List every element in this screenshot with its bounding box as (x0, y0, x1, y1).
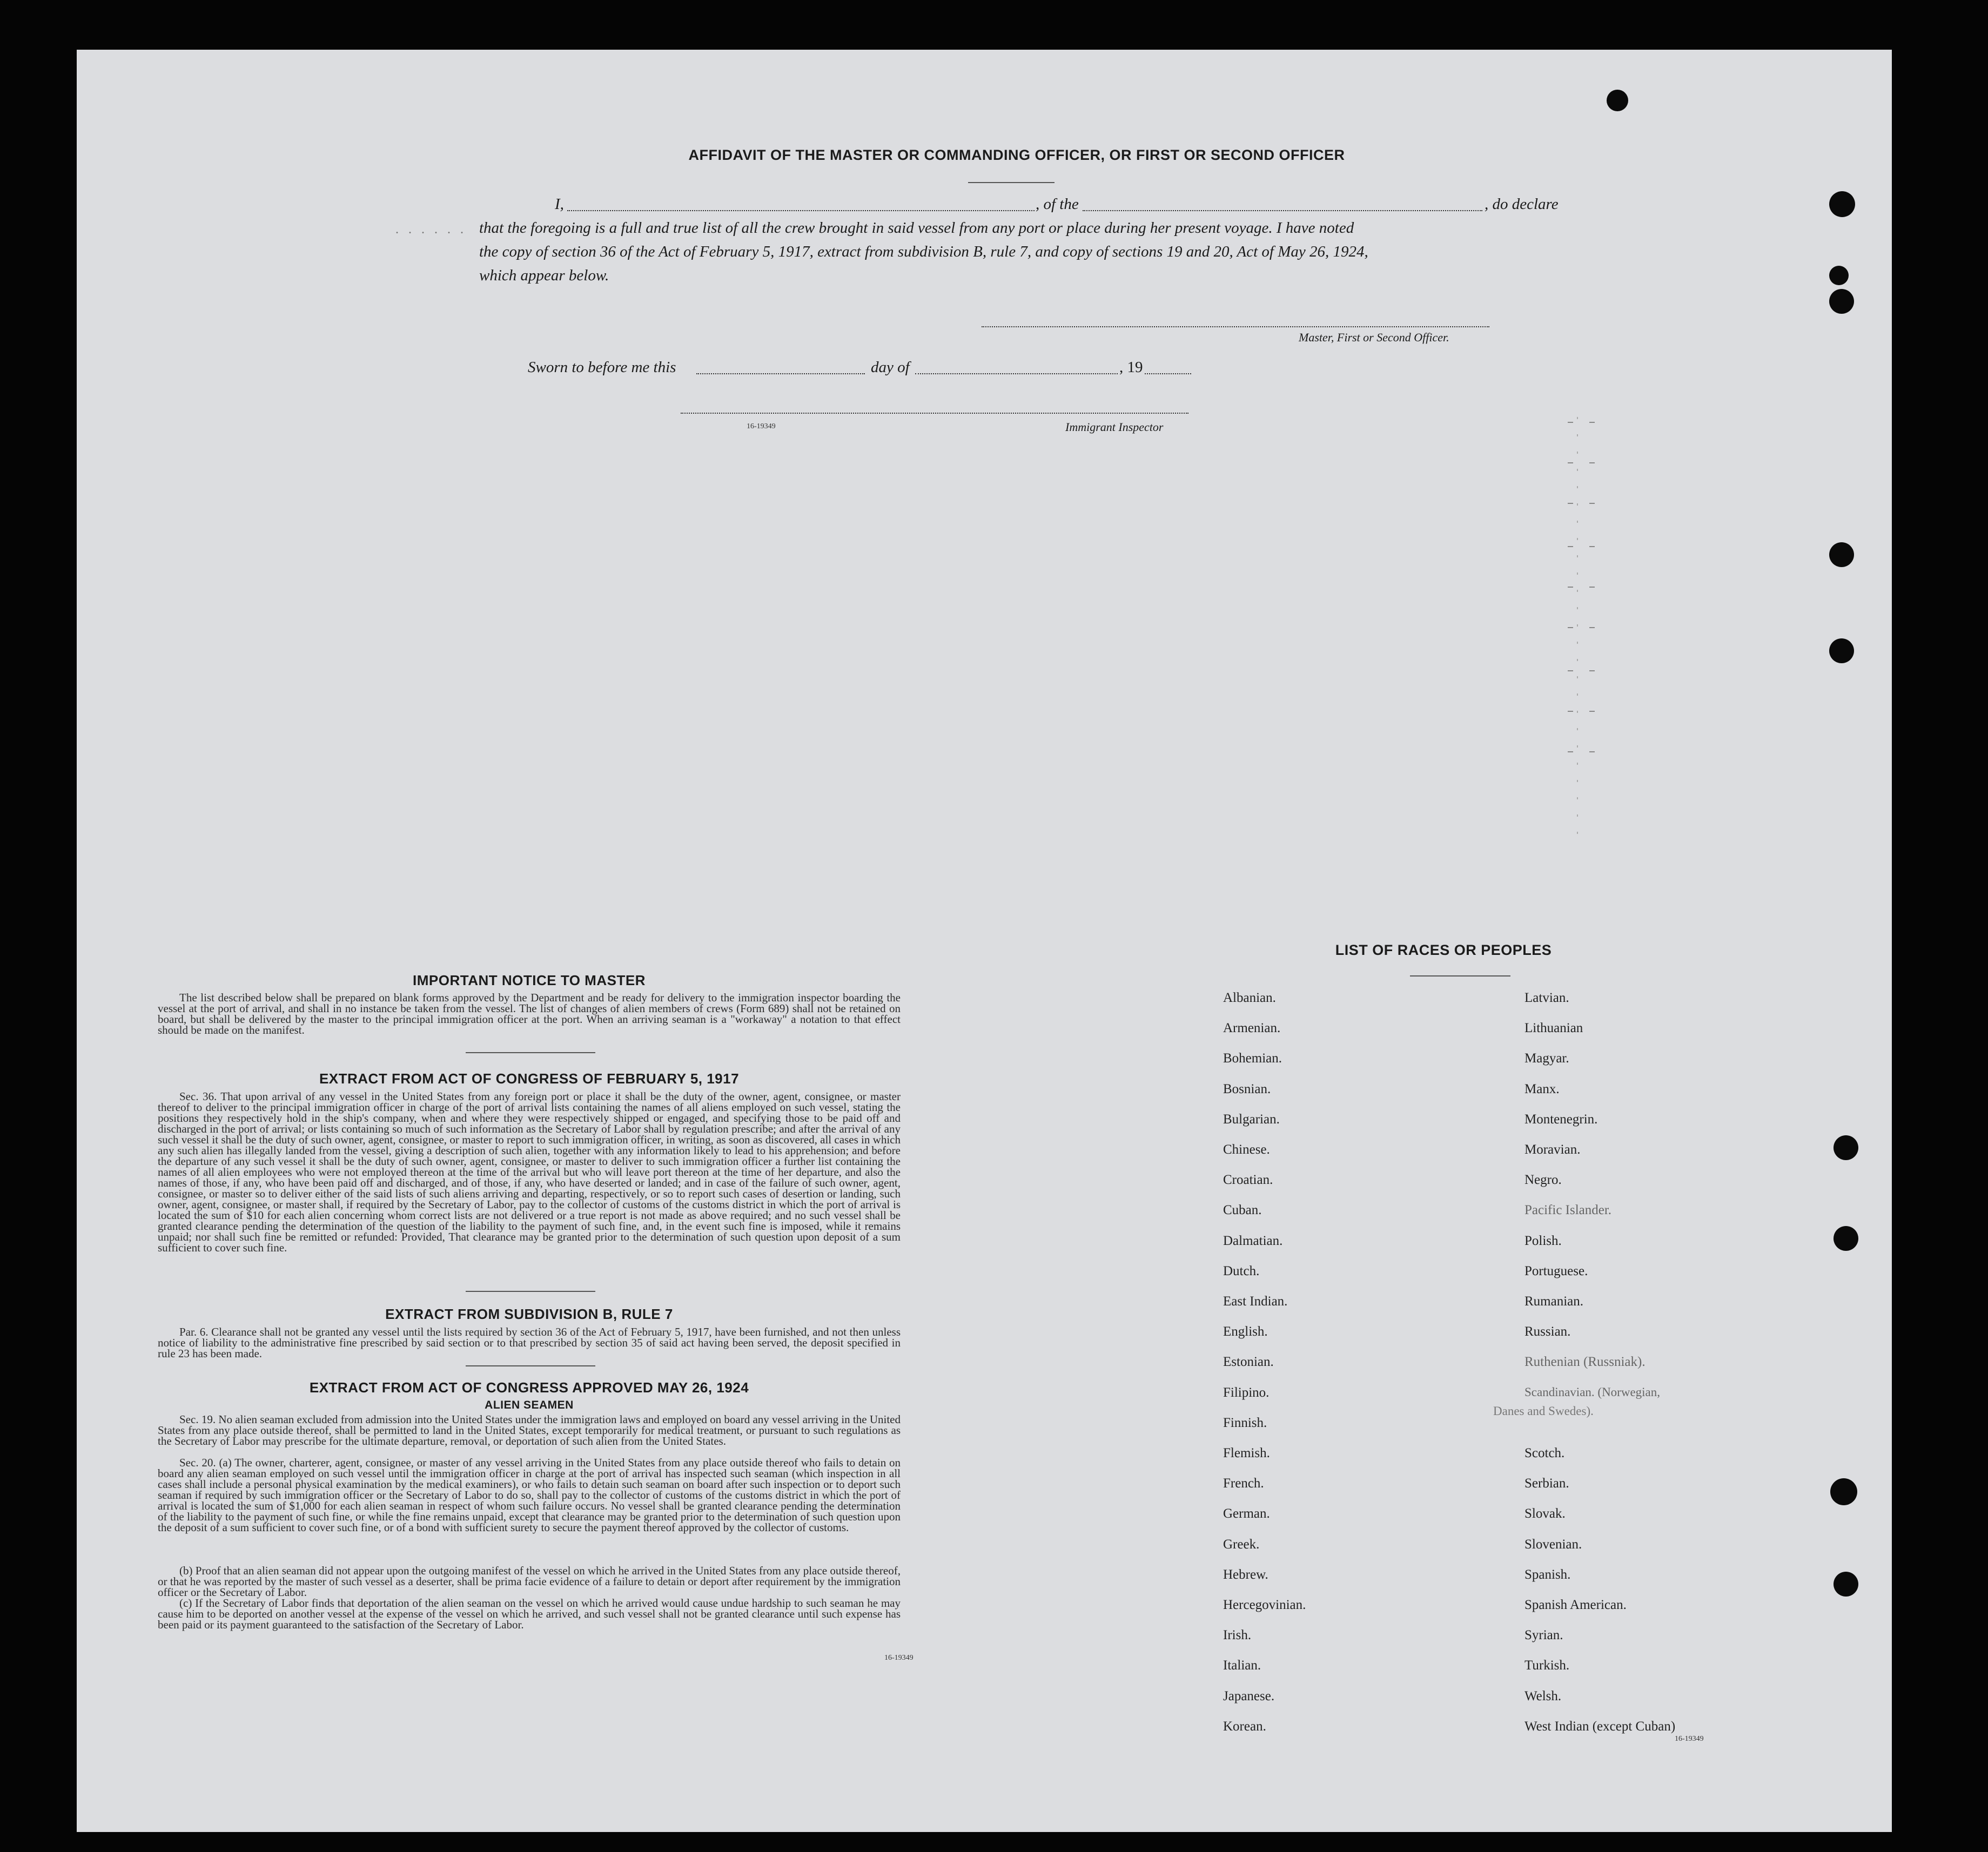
punch-hole (1607, 90, 1628, 111)
race-item: Cuban. (1223, 1203, 1262, 1218)
race-item: Bohemian. (1223, 1051, 1282, 1066)
punch-hole (1829, 638, 1854, 663)
race-item: Dalmatian. (1223, 1233, 1283, 1248)
day-of-text: day of (871, 359, 910, 376)
race-item: Spanish. (1524, 1567, 1571, 1582)
sec-20c-body: (c) If the Secretary of Labor finds that deportation of the alien seaman on the vessel on which he arrived would cause undue hardship to such seaman he may cause him to be deported on another vessel at the expense of the vessel on which he arrived, and such vessel shall not be granted clearance until such expense has been paid or its payment guaranteed to the satisfaction of the Secretary of Labor. (158, 1597, 901, 1631)
race-item: Welsh. (1524, 1688, 1562, 1703)
sworn-day-blank[interactable] (696, 373, 865, 374)
race-item: Latvian. (1524, 991, 1569, 1005)
divider (466, 1291, 595, 1292)
race-item: Japanese. (1223, 1688, 1275, 1703)
race-item: Hercegovinian. (1223, 1598, 1306, 1612)
race-item: Moravian. (1524, 1142, 1581, 1157)
sec-20a-body: Sec. 20. (a) The owner, charterer, agent, consignee, or master of any vessel arriving in the United States from any place outside thereof who fails to detain on board any alien seaman employed on such vessel until the immigration officer in charge at the port of arrival has inspected such seaman (which inspection in all cases shall include a personal physical examination by the medical examiners), or who fails to detain such seaman on board after such inspection or to deport such seaman if required by such immigration officer or the Secretary of Labor to do so, shall pay to the collector of customs of the customs district in which the port of arrival is located the sum of $1,000 for each alien seaman in respect of whom such failure occurs. No vessel shall be granted clearance pending the determination of the liability to the payment of such fine, or while the fine remains unpaid, except that clearance may be granted prior to the determination of such question upon the deposit of a sum sufficient to cover such fine, or of a bond with sufficient surety to secure the payment thereof approved by the collector of customs. (158, 1456, 901, 1534)
race-item: Pacific Islander. (1524, 1203, 1612, 1218)
race-item: Portuguese. (1524, 1263, 1588, 1278)
title-underline (968, 182, 1055, 183)
race-item: Rumanian. (1524, 1294, 1584, 1309)
subdivision-title: EXTRACT FROM SUBDIVISION B, RULE 7 (385, 1306, 673, 1322)
race-item: French. (1223, 1476, 1264, 1491)
race-item: Italian. (1223, 1658, 1261, 1673)
race-item: Spanish American. (1524, 1598, 1627, 1612)
punch-hole (1833, 1135, 1858, 1160)
notice-body: The list described below shall be prepared on blank forms approved by the Department and be ready for delivery to the immigration inspector boarding the vessel at the port of arrival, and shall in no instance be taken from the vessel. The list of changes of alien members of crews (Form 689) shall not be retained on board, but shall be delivered by the master to the principal immigration officer at the port. When an arriving seaman is a "workaway" a notation to that effect should be made on the manifest. (158, 991, 901, 1036)
document-sheet (77, 50, 1892, 1832)
races-form-number: 16-19349 (1675, 1735, 1704, 1743)
race-item: Hebrew. (1223, 1567, 1268, 1582)
inspector-label: Immigrant Inspector (1065, 420, 1164, 434)
punch-hole (1829, 542, 1854, 567)
punch-hole (1833, 1572, 1858, 1597)
extract-1917-body: Sec. 36. That upon arrival of any vessel in the United States from any foreign port or place it shall be the duty of the owner, agent, consignee, or master thereof to deliver to the principal immigration officer in charge of the port of arrival lists containing the names of all aliens employed on such vessel, stating the positions they respectively hold in the ship's company, when and where they were respectively shipped or engaged, and specifying those to be paid off and discharged in the port of arrival; or lists containing so much of such information as the Secretary of Labor shall by regulation prescribe; and after the arrival of any such vessel it shall be the duty of such owner, agent, consignee, or master to report to such immigration officer, in writing, as soon as discovered, all cases in which any such alien has illegally landed from the vessel, giving a description of such alien, together with any information likely to lead to his apprehension; and before the departure of any such vessel it shall be the duty of such owner, agent, consignee, or master to deliver to such immigration officer a further list containing the names of all alien employees who were not employed thereon at the time of the arrival but who will leave port thereon at the time of her departure, and also the names of those, if any, who have been paid off and discharged, and of those, if any, who have deserted or landed; and in case of the failure of such owner, agent, consignee, or master so to deliver either of the said lists of such aliens arriving and departing, respectively, or so to report such cases of desertion or landing, such owner, agent, consignee, or master shall, if required by the Secretary of Labor, pay to the collector of customs of the customs district in which the port of arrival is located the sum of $10 for each alien concerning whom correct lists are not delivered or a true report is not made as above required; and no such vessel shall be granted clearance pending the determination of the question of the liability to the payment of such fine, and, in the event such fine is imposed, while it remains unpaid; nor shall such fine be remitted or refunded: Provided, That clearance may be granted prior to the determination of such question upon deposit of a sum sufficient to cover such fine. (158, 1090, 901, 1254)
affidavit-of-the: , of the (1036, 196, 1079, 213)
race-item: Montenegrin. (1524, 1112, 1598, 1127)
extract-1924-title: EXTRACT FROM ACT OF CONGRESS APPROVED MAY 26, 1924 (309, 1379, 749, 1396)
signature-blank[interactable] (982, 326, 1489, 327)
form-number: 16-19349 (747, 422, 776, 430)
affidavit-i: I, (555, 196, 564, 213)
race-item: Bulgarian. (1223, 1112, 1280, 1127)
race-item: Albanian. (1223, 991, 1276, 1005)
race-item: Greek. (1223, 1537, 1260, 1552)
race-item: Polish. (1524, 1233, 1562, 1248)
race-item-continuation: Danes and Swedes). (1493, 1404, 1594, 1418)
punch-hole (1829, 191, 1855, 217)
punch-hole (1830, 1478, 1857, 1505)
race-item: Serbian. (1524, 1476, 1569, 1491)
year-text: , 19 (1119, 359, 1143, 376)
race-item: Negro. (1524, 1173, 1562, 1188)
race-item: Turkish. (1524, 1658, 1570, 1673)
race-item: Slovenian. (1524, 1537, 1582, 1552)
sworn-month-blank[interactable] (915, 373, 1118, 374)
race-item: Flemish. (1223, 1446, 1270, 1460)
race-item: Korean. (1223, 1719, 1266, 1734)
subdivision-body: Par. 6. Clearance shall not be granted any vessel until the lists required by section 36 of the Act of February 5, 1917, have been furnished, and not then unless notice of liability to the administrative fine prescribed by said section or to that prescribed by section 35 of said act having been served, the deposit specified in rule 23 has been made. (158, 1325, 901, 1360)
signature-label: Master, First or Second Officer. (1299, 331, 1449, 344)
race-item: Scandinavian. (Norwegian, (1524, 1385, 1661, 1399)
race-item: Slovak. (1524, 1506, 1566, 1521)
affidavit-line-4: which appear below. (479, 267, 609, 284)
race-item: Finnish. (1223, 1415, 1267, 1430)
sworn-year-blank[interactable] (1145, 373, 1191, 374)
stray-dots: ...... (395, 223, 473, 237)
margin-tick-marks (1481, 395, 1611, 849)
race-item: Bosnian. (1223, 1081, 1271, 1096)
divider (466, 1052, 595, 1053)
races-title: LIST OF RACES OR PEOPLES (1335, 942, 1552, 958)
race-item: Dutch. (1223, 1263, 1260, 1278)
race-item: Filipino. (1223, 1385, 1270, 1400)
race-item: Estonian. (1223, 1355, 1274, 1370)
punch-hole (1829, 266, 1849, 285)
extract-form-number: 16-19349 (884, 1654, 914, 1662)
race-item: Russian. (1524, 1324, 1571, 1339)
race-item: Croatian. (1223, 1173, 1273, 1188)
race-item: Chinese. (1223, 1142, 1270, 1157)
race-item: Irish. (1223, 1628, 1252, 1643)
races-underline (1410, 975, 1510, 976)
sworn-text: Sworn to before me this (528, 359, 676, 376)
affidavit-line-3: the copy of section 36 of the Act of February 5, 1917, extract from subdivision B, rule 7, and copy of sections 19 and 20, Act of May 26, 1924, (479, 243, 1368, 260)
sec-20b-body: (b) Proof that an alien seaman did not appear upon the outgoing manifest of the vessel on which he arrived in the United States from any place outside thereof, or that he was reported by the master of such vessel as a deserter, shall be prima facie evidence of a failure to detain or deport after requirement by the immigration officer or the Secretary of Labor. (158, 1564, 901, 1599)
extract-1917-title: EXTRACT FROM ACT OF CONGRESS OF FEBRUARY 5, 1917 (319, 1070, 740, 1087)
vessel-blank[interactable] (1083, 210, 1482, 211)
race-item: West Indian (except Cuban) (1524, 1719, 1676, 1734)
name-blank[interactable] (567, 210, 1035, 211)
race-item: Manx. (1524, 1081, 1560, 1096)
divider (466, 1365, 595, 1366)
sec-19-body: Sec. 19. No alien seaman excluded from admission into the United States under the immigration laws and employed on board any vessel arriving in the United States from any place outside thereof, shall be permitted to land in the United States, except temporarily for medical treatment, or pursuant to such regulations as the Secretary of Labor may prescribe for the ultimate departure, removal, or deportation of such alien from the United States. (158, 1413, 901, 1447)
race-item: Magyar. (1524, 1051, 1569, 1066)
race-item: English. (1223, 1324, 1268, 1339)
race-item: Scotch. (1524, 1446, 1565, 1460)
race-item: Armenian. (1223, 1021, 1281, 1036)
affidavit-line-2: that the foregoing is a full and true list of all the crew brought in said vessel from any port or place during her present voyage. I have noted (479, 219, 1354, 237)
alien-seamen-subtitle: ALIEN SEAMEN (485, 1399, 574, 1411)
notice-title: IMPORTANT NOTICE TO MASTER (413, 972, 646, 988)
race-item: Lithuanian (1524, 1021, 1583, 1036)
inspector-signature-blank[interactable] (681, 413, 1188, 414)
affidavit-declare: , do declare (1485, 196, 1559, 213)
affidavit-title: AFFIDAVIT OF THE MASTER OR COMMANDING OFFICER, OR FIRST OR SECOND OFFICER (688, 147, 1345, 163)
race-item: German. (1223, 1506, 1270, 1521)
punch-hole (1833, 1226, 1858, 1251)
race-item: East Indian. (1223, 1294, 1288, 1309)
race-item: Ruthenian (Russniak). (1524, 1355, 1646, 1370)
race-item: Syrian. (1524, 1628, 1563, 1643)
punch-hole (1829, 289, 1854, 314)
